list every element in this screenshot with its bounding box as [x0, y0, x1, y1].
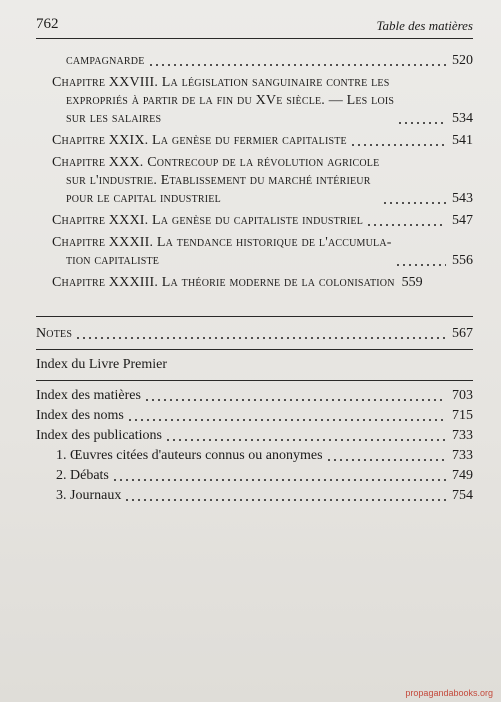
index-entry-label: Index des matières	[36, 388, 141, 403]
index-entry-page: 703	[452, 388, 473, 403]
dot-leader	[124, 490, 446, 502]
index-subentry-label: 1. Œuvres citées d'auteurs connus ou anonymes	[56, 448, 323, 463]
toc-entry-title: Chapitre XXIX. La genèse du fermier capitaliste	[52, 133, 347, 148]
index-entry[interactable]	[36, 387, 473, 405]
dot-leader	[75, 328, 446, 340]
toc-entry[interactable]	[36, 154, 473, 208]
index-subentry-page: 749	[452, 468, 473, 483]
toc-entry-page: 543	[452, 191, 473, 206]
toc-entry-page: 520	[452, 53, 473, 68]
dot-leader	[165, 430, 446, 442]
dot-leader	[112, 470, 446, 482]
index-subentry[interactable]	[36, 447, 473, 465]
index-entry[interactable]	[36, 427, 473, 445]
toc-entry-title: Chapitre XXXI. La genèse du capitaliste industriel	[52, 213, 364, 228]
toc-entry-title: Chapitre XXVIII. La législation sanguinaire contre les expropriés à partir de la fin du XVe siècle. — Les lois sur les salaires	[52, 75, 395, 126]
table-of-contents	[36, 52, 473, 507]
toc-entry-title: Chapitre XXXII. La tendance historique de l'accumula- tion capitaliste	[52, 235, 392, 268]
index-subentry-page: 754	[452, 488, 473, 503]
toc-entry-title: Chapitre XXXIII. La théorie moderne de la colonisation	[52, 275, 395, 290]
dot-leader	[148, 55, 446, 67]
toc-entry-page: 541	[452, 133, 473, 148]
toc-entry[interactable]	[36, 212, 473, 230]
notes-label: Notes	[36, 326, 73, 341]
toc-entry-notes[interactable]	[36, 325, 473, 343]
toc-entry-title: Chapitre XXX. Contrecoup de la révolution agricole sur l'industrie. Etablissement du marché intérieur pour le capital industriel	[52, 155, 380, 206]
index-entry-label: Index des publications	[36, 428, 162, 443]
toc-entry[interactable]	[36, 234, 473, 270]
toc-entry-page: 559	[401, 275, 423, 290]
index-entry-page: 715	[452, 408, 473, 423]
dot-leader	[350, 135, 446, 147]
dot-leader	[144, 390, 446, 402]
toc-entry-page: 534	[452, 111, 473, 126]
running-title: Table des matières	[376, 18, 473, 33]
toc-entry[interactable]	[36, 274, 473, 292]
toc-entry[interactable]	[36, 52, 473, 70]
index-subentry[interactable]	[36, 487, 473, 505]
toc-entry[interactable]	[36, 132, 473, 150]
dot-leader	[397, 113, 446, 125]
index-entry[interactable]	[36, 407, 473, 425]
dot-leader	[326, 450, 446, 462]
notes-page: 567	[452, 326, 473, 341]
toc-entry-page: 556	[452, 253, 473, 268]
dot-leader	[127, 410, 446, 422]
page-header	[36, 14, 473, 39]
watermark-text: propagandabooks.org	[405, 688, 493, 698]
index-heading: Index du Livre Premier	[36, 357, 168, 372]
index-entry-page: 733	[452, 428, 473, 443]
dot-leader	[395, 255, 446, 267]
index-subentry-label: 3. Journaux	[56, 488, 122, 503]
dot-leader	[382, 193, 446, 205]
toc-entry[interactable]	[36, 74, 473, 128]
toc-entry-page: 547	[452, 213, 473, 228]
index-subentry[interactable]	[36, 467, 473, 485]
page-number: 762	[36, 16, 59, 32]
index-subentry-label: 2. Débats	[56, 468, 109, 483]
index-entry-label: Index des noms	[36, 408, 124, 423]
dot-leader	[366, 215, 446, 227]
index-subentry-page: 733	[452, 448, 473, 463]
index-heading-row	[36, 356, 473, 374]
toc-entry-title: campagnarde	[66, 53, 145, 68]
